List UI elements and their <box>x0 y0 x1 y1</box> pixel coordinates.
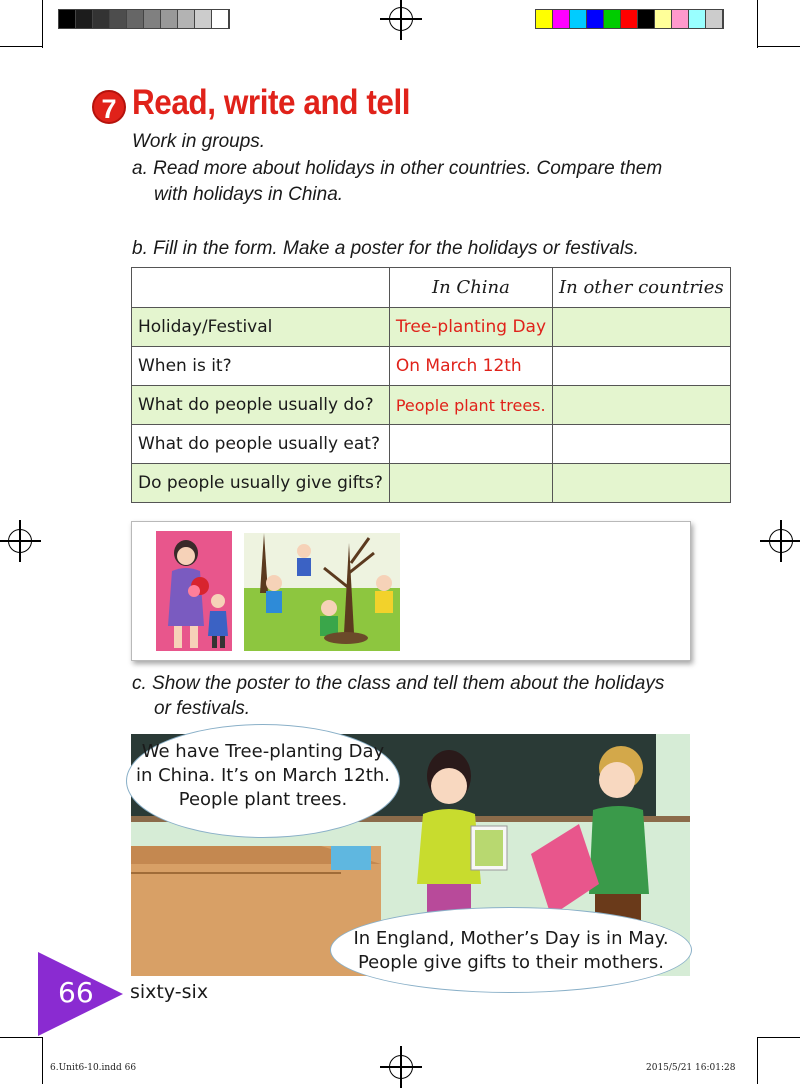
holiday-form-table <box>131 267 731 503</box>
instruction-intro: Work in groups. <box>132 131 266 152</box>
table-header-cell: In China <box>389 268 552 308</box>
color-swatch <box>655 10 672 28</box>
row-label: When is it? <box>132 347 390 386</box>
color-swatch <box>110 10 127 28</box>
table-row <box>132 386 731 425</box>
table-row <box>132 347 731 386</box>
color-swatch <box>536 10 553 28</box>
china-cell[interactable]: People plant trees. <box>389 386 552 425</box>
color-swatch <box>178 10 195 28</box>
table-header-row <box>132 268 731 308</box>
table-row <box>132 308 731 347</box>
girl-speech-bubble <box>126 724 400 838</box>
color-swatch <box>706 10 723 28</box>
other-countries-cell[interactable] <box>553 308 731 347</box>
color-swatch <box>144 10 161 28</box>
table-row <box>132 425 731 464</box>
print-slug-date: 2015/5/21 16:01:28 <box>646 1063 736 1073</box>
color-swatch <box>672 10 689 28</box>
china-cell[interactable] <box>389 464 552 503</box>
china-cell[interactable]: Tree-planting Day <box>389 308 552 347</box>
table-row <box>132 464 731 503</box>
instruction-a-line1: a. Read more about holidays in other countries. Compare them <box>132 158 663 179</box>
china-cell[interactable]: On March 12th <box>389 347 552 386</box>
girl-speech-line3: People plant trees. <box>178 789 348 810</box>
color-swatch <box>161 10 178 28</box>
registration-mark-left <box>8 529 32 553</box>
color-swatch <box>127 10 144 28</box>
holiday-poster <box>131 521 691 661</box>
color-swatch <box>59 10 76 28</box>
section-number-badge: 7 <box>92 90 126 124</box>
instruction-a-line2: with holidays in China. <box>154 184 344 205</box>
instruction-c-line1: c. Show the poster to the class and tell them about the holidays <box>132 673 665 694</box>
boy-speech-line2: People give gifts to their mothers. <box>357 952 665 973</box>
boy-speech-bubble <box>330 907 692 993</box>
table-header-cell <box>132 268 390 308</box>
other-countries-cell[interactable] <box>553 464 731 503</box>
row-label: What do people usually do? <box>132 386 390 425</box>
gray-color-bar <box>58 9 230 29</box>
other-countries-cell[interactable] <box>553 425 731 464</box>
row-label: What do people usually eat? <box>132 425 390 464</box>
registration-mark-bottom <box>389 1055 413 1079</box>
color-swatch <box>76 10 93 28</box>
row-label: Do people usually give gifts? <box>132 464 390 503</box>
color-swatch <box>553 10 570 28</box>
china-cell[interactable] <box>389 425 552 464</box>
print-slug-file: 6.Unit6-10.indd 66 <box>50 1063 137 1073</box>
cmyk-color-bar <box>535 9 724 29</box>
mothers-day-picture <box>156 531 232 651</box>
color-swatch <box>570 10 587 28</box>
color-swatch <box>195 10 212 28</box>
page-number-words: sixty-six <box>130 981 209 1003</box>
tree-planting-picture <box>244 533 400 651</box>
color-swatch <box>604 10 621 28</box>
other-countries-cell[interactable] <box>553 386 731 425</box>
row-label: Holiday/Festival <box>132 308 390 347</box>
girl-speech-line1: We have Tree-planting Day <box>141 741 385 762</box>
color-swatch <box>638 10 655 28</box>
registration-mark-top <box>389 7 413 31</box>
girl-speech-line2: in China. It’s on March 12th. <box>135 765 390 786</box>
instruction-b: b. Fill in the form. Make a poster for the holidays or festivals. <box>132 238 639 259</box>
boy-speech-line1: In England, Mother’s Day is in May. <box>353 928 669 949</box>
instruction-c-line2: or festivals. <box>154 698 251 719</box>
color-swatch <box>621 10 638 28</box>
color-swatch <box>93 10 110 28</box>
color-swatch <box>212 10 229 28</box>
color-swatch <box>587 10 604 28</box>
registration-mark-right <box>769 529 793 553</box>
color-swatch <box>689 10 706 28</box>
page-number: 66 <box>58 976 94 1009</box>
table-header-cell: In other countries <box>553 268 731 308</box>
section-title: Read, write and tell <box>132 83 411 122</box>
other-countries-cell[interactable] <box>553 347 731 386</box>
